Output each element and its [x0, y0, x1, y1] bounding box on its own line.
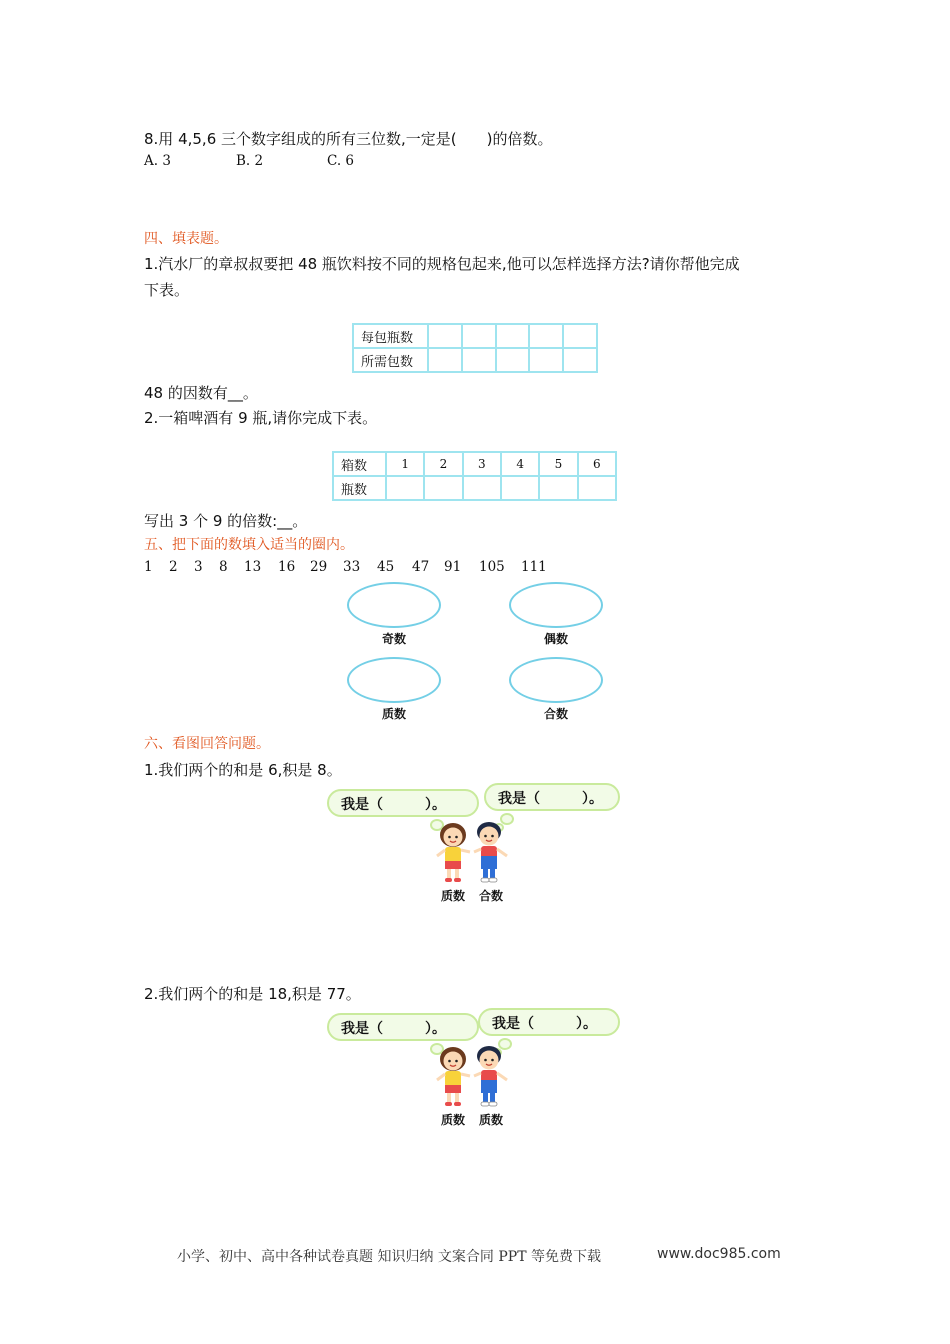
table2-cell[interactable] [539, 476, 577, 500]
table1-cell[interactable] [563, 324, 597, 348]
number-item: 16 [278, 559, 296, 575]
table1-cell[interactable] [462, 348, 496, 372]
table2-col-header: 4 [501, 452, 539, 476]
number-item: 33 [343, 559, 361, 575]
girl-label: 质数 [441, 1113, 466, 1127]
boy-label: 质数 [479, 1113, 504, 1127]
table1-cell[interactable] [529, 348, 563, 372]
table2-col-header: 5 [539, 452, 577, 476]
table2-cell[interactable] [463, 476, 501, 500]
sec4-q1-factors: 48 的因数有__。 [144, 384, 258, 402]
beer-boxes-table [332, 451, 617, 501]
table1-cell[interactable] [428, 324, 462, 348]
table1-cell[interactable] [428, 348, 462, 372]
q8-option-c: C. 6 [327, 153, 355, 169]
number-item: 105 [479, 559, 505, 575]
table2-cell[interactable] [386, 476, 424, 500]
number-item: 3 [194, 559, 203, 575]
table2-header-row2: 瓶数 [333, 476, 386, 500]
sec6-q2-text: 2.我们两个的和是 18,积是 77。 [144, 985, 361, 1003]
boy-label: 合数 [479, 889, 504, 903]
table1-cell[interactable] [563, 348, 597, 372]
sec4-q1-line2: 下表。 [144, 281, 190, 299]
number-item: 1 [144, 559, 153, 575]
table2-header-row1: 箱数 [333, 452, 386, 476]
table2-cell[interactable] [501, 476, 539, 500]
number-item: 47 [412, 559, 430, 575]
number-item: 13 [244, 559, 262, 575]
composite-circle[interactable] [509, 657, 603, 703]
number-item: 2 [169, 559, 178, 575]
table1-cell[interactable] [496, 324, 530, 348]
table1-cell[interactable] [529, 324, 563, 348]
even-label: 偶数 [543, 632, 568, 646]
speech-bubble-left: 我是（ ）。 [327, 789, 479, 817]
speech-bubble-right: 我是（ ）。 [478, 1008, 620, 1036]
odd-label: 奇数 [381, 632, 406, 646]
table1-header-row1: 每包瓶数 [353, 324, 428, 348]
section-5-title: 五、把下面的数填入适当的圈内。 [144, 537, 354, 553]
section-6-title: 六、看图回答问题。 [144, 736, 270, 752]
section-4-title: 四、填表题。 [144, 231, 228, 247]
number-item: 45 [377, 559, 395, 575]
table2-cell[interactable] [424, 476, 462, 500]
footer-url[interactable]: www.doc985.com [657, 1246, 781, 1262]
speech-bubble-left: 我是（ ）。 [327, 1013, 479, 1041]
table1-header-row2: 所需包数 [353, 348, 428, 372]
number-item: 91 [444, 559, 462, 575]
table1-cell[interactable] [462, 324, 496, 348]
prime-label: 质数 [381, 707, 406, 721]
q8-text: 8.用 4,5,6 三个数字组成的所有三位数,一定是( )的倍数。 [144, 130, 553, 148]
number-item: 29 [310, 559, 328, 575]
bottles-per-pack-table [352, 323, 598, 373]
sec4-q1-line1: 1.汽水厂的章叔叔要把 48 瓶饮料按不同的规格包起来,他可以怎样选择方法?请你帮他完成 [144, 255, 740, 273]
table2-col-header: 1 [386, 452, 424, 476]
composite-label: 合数 [543, 707, 568, 721]
number-item: 111 [521, 559, 547, 575]
table2-col-header: 6 [578, 452, 616, 476]
table2-col-header: 3 [463, 452, 501, 476]
number-item: 8 [219, 559, 228, 575]
girl-label: 质数 [441, 889, 466, 903]
table2-cell[interactable] [578, 476, 616, 500]
sec6-q1-text: 1.我们两个的和是 6,积是 8。 [144, 761, 342, 779]
prime-circle[interactable] [347, 657, 441, 703]
q8-option-a: A. 3 [144, 153, 171, 169]
odd-circle[interactable] [347, 582, 441, 628]
table1-cell[interactable] [496, 348, 530, 372]
speech-bubble-right: 我是（ ）。 [484, 783, 620, 811]
two-kids-illustration [432, 1042, 514, 1112]
sec4-q2-multiples: 写出 3 个 9 的倍数:__。 [144, 512, 308, 530]
q8-option-b: B. 2 [236, 153, 264, 169]
even-circle[interactable] [509, 582, 603, 628]
table2-col-header: 2 [424, 452, 462, 476]
two-kids-illustration [432, 818, 514, 888]
sec4-q2-text: 2.一箱啤酒有 9 瓶,请你完成下表。 [144, 409, 378, 427]
footer-text: 小学、初中、高中各种试卷真题 知识归纳 文案合同 PPT 等免费下载 [177, 1249, 601, 1265]
